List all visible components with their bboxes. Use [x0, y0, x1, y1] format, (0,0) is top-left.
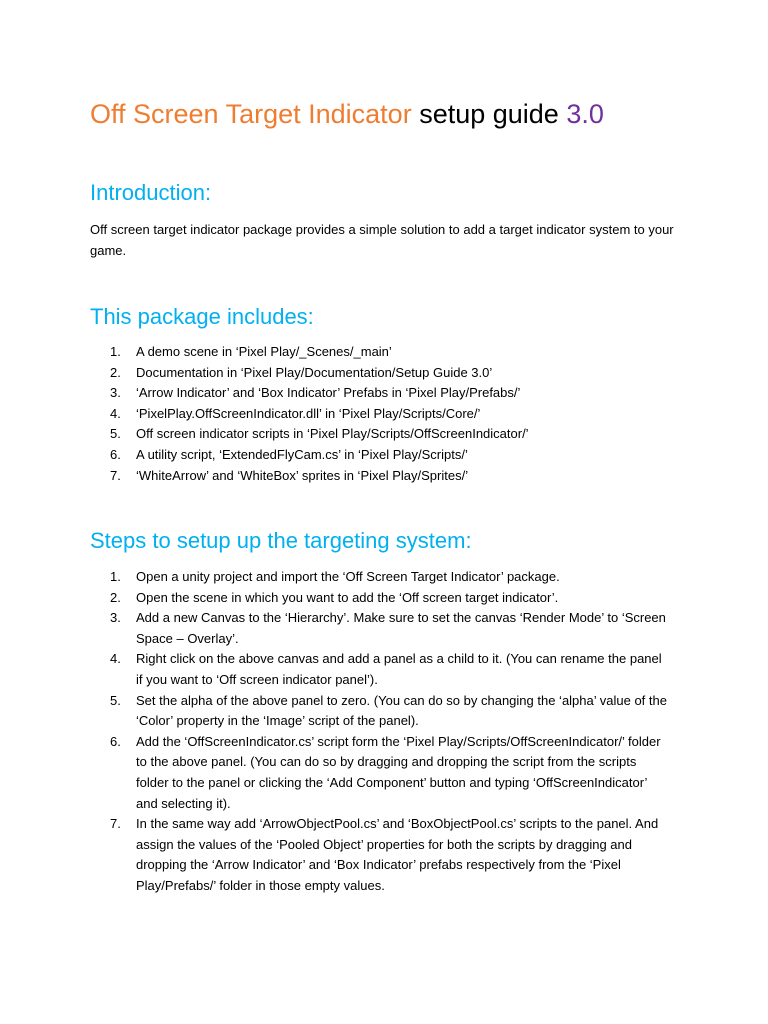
- list-item: 6. A utility script, ‘ExtendedFlyCam.cs’ in ‘Pixel Play/Scripts/’: [110, 446, 468, 462]
- title-setup-guide: setup guide: [411, 99, 567, 129]
- list-item-text: Off screen indicator scripts in ‘Pixel Play/Scripts/OffScreenIndicator/’: [136, 426, 529, 442]
- list-item-text: ‘Arrow Indicator’ and ‘Box Indicator’ Prefabs in ‘Pixel Play/Prefabs/’: [136, 385, 521, 401]
- package-includes-heading: This package includes:: [90, 304, 314, 329]
- list-item-text: A utility script, ‘ExtendedFlyCam.cs’ in ‘Pixel Play/Scripts/’: [136, 446, 468, 462]
- list-item-text: ‘PixelPlay.OffScreenIndicator.dll’ in ‘Pixel Play/Scripts/Core/’: [136, 405, 481, 421]
- package-includes-list: [90, 342, 680, 486]
- introduction-heading: Introduction:: [90, 180, 212, 205]
- list-item-text: In the same way add ‘ArrowObjectPool.cs’ and ‘BoxObjectPool.cs’ scripts to the panel. And assign the values of the ‘Pooled Object’ properties for both the scripts by dragging and dropping the ‘Arrow Indicator’ and ‘Box Indicator’ prefabs respectively from the ‘Pixel Play/Prefabs/’ folder in those empty values.: [136, 816, 659, 893]
- steps-heading: Steps to setup up the targeting system:: [90, 528, 472, 553]
- title-version: 3.0: [566, 99, 604, 129]
- steps-list: [90, 567, 680, 897]
- list-item-text: Open the scene in which you want to add the ‘Off screen target indicator’.: [136, 589, 559, 605]
- list-item: 3. Add a new Canvas to the ‘Hierarchy’. Make sure to set the canvas ‘Render Mode’ to ‘Screen Space – Overlay’.: [110, 610, 666, 646]
- list-item-text: Add the ‘OffScreenIndicator.cs’ script form the ‘Pixel Play/Scripts/OffScreenIndicator/’ folder to the above panel. (You can do so by dragging and dropping the script from the scripts folder to the panel or clicking the ‘Add Component’ button and typing ‘OffScreenIndicator’ and selecting it).: [136, 733, 661, 811]
- list-item-text: Open a unity project and import the ‘Off Screen Target Indicator’ package.: [136, 569, 560, 584]
- list-item: 1. Open a unity project and import the ‘Off Screen Target Indicator’ package.: [110, 569, 560, 584]
- list-item-text: Add a new Canvas to the ‘Hierarchy’. Make sure to set the canvas ‘Render Mode’ to ‘Screen Space – Overlay’.: [136, 610, 666, 646]
- list-item: 2. Documentation in ‘Pixel Play/Documentation/Setup Guide 3.0’: [110, 364, 493, 380]
- list-item: 5. Set the alpha of the above panel to zero. (You can do so by changing the ‘alpha’ value of the ‘Color’ property in the ‘Image’ script of the panel).: [110, 692, 667, 729]
- list-item: 7. In the same way add ‘ArrowObjectPool.cs’ and ‘BoxObjectPool.cs’ scripts to the panel. And assign the values of the ‘Pooled Object’ properties for both the scripts by dragging and dropping the ‘Arrow Indicator’ and ‘Box Indicator’ prefabs respectively from the ‘Pixel Play/Prefabs/’ folder in those empty values.: [110, 816, 659, 893]
- list-item-text: Set the alpha of the above panel to zero. (You can do so by changing the ‘alpha’ value of the ‘Color’ property in the ‘Image’ script of the panel).: [136, 692, 667, 729]
- list-item: 5. Off screen indicator scripts in ‘Pixel Play/Scripts/OffScreenIndicator/’: [110, 426, 529, 442]
- list-item: 4. Right click on the above canvas and add a panel as a child to it. (You can rename the panel if you want to ‘Off screen indicator panel’).: [110, 651, 662, 687]
- list-item: 6. Add the ‘OffScreenIndicator.cs’ script form the ‘Pixel Play/Scripts/OffScreenIndicator/’ folder to the above panel. (You can do so by dragging and dropping the script from the scripts folder to the panel or clicking the ‘Add Component’ button and typing ‘OffScreenIndicator’ and selecting it).: [110, 733, 661, 811]
- list-item: 2. Open the scene in which you want to add the ‘Off screen target indicator’.: [110, 589, 559, 605]
- list-item: 7. ‘WhiteArrow’ and ‘WhiteBox’ sprites in ‘Pixel Play/Sprites/’: [110, 467, 469, 483]
- list-item-text: Right click on the above canvas and add a panel as a child to it. (You can rename the panel if you want to ‘Off screen indicator panel’).: [136, 651, 662, 687]
- list-item-text: A demo scene in ‘Pixel Play/_Scenes/_main’: [136, 344, 392, 359]
- document-title: [90, 94, 604, 134]
- title-product-name: Off Screen Target Indicator: [90, 99, 412, 129]
- list-item-text: ‘WhiteArrow’ and ‘WhiteBox’ sprites in ‘Pixel Play/Sprites/’: [136, 467, 469, 483]
- list-item: 3. ‘Arrow Indicator’ and ‘Box Indicator’ Prefabs in ‘Pixel Play/Prefabs/’: [110, 385, 521, 401]
- list-item-text: Documentation in ‘Pixel Play/Documentation/Setup Guide 3.0’: [136, 364, 493, 380]
- list-item: 4. ‘PixelPlay.OffScreenIndicator.dll’ in ‘Pixel Play/Scripts/Core/’: [110, 405, 481, 421]
- introduction-text: Off screen target indicator package provides a simple solution to add a target indicator system to your game.: [90, 222, 674, 258]
- list-item: 1. A demo scene in ‘Pixel Play/_Scenes/_main’: [110, 344, 392, 359]
